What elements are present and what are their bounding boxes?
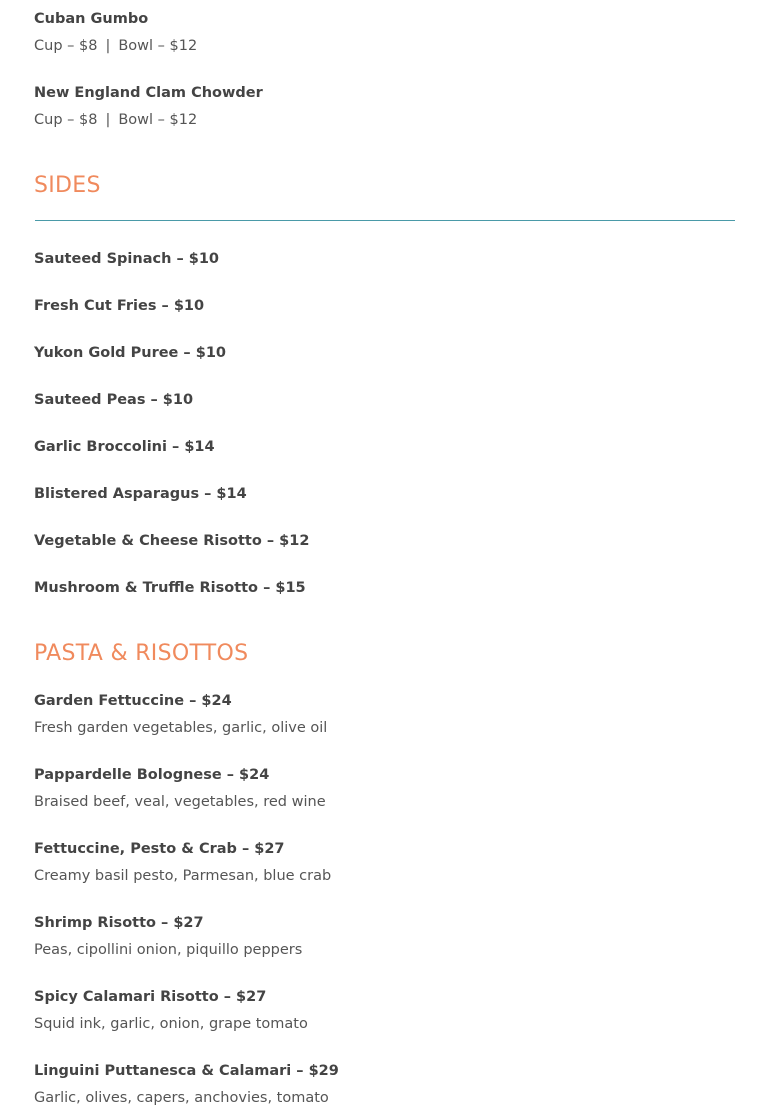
bowl-price: Bowl – $12 <box>118 112 198 128</box>
pasta-name: Shrimp Risotto – $27 <box>34 915 204 931</box>
side-item: Yukon Gold Puree – $10 <box>34 345 226 361</box>
side-item: Mushroom & Truffle Risotto – $15 <box>34 580 306 596</box>
side-item: Fresh Cut Fries – $10 <box>34 298 205 314</box>
soup-prices <box>34 36 197 56</box>
pasta-description: Squid ink, garlic, onion, grape tomato <box>34 1016 308 1032</box>
pasta-name: Pappardelle Bolognese – $24 <box>34 767 270 783</box>
pasta-description: Fresh garden vegetables, garlic, olive oil <box>34 720 328 736</box>
soup-prices <box>34 110 197 130</box>
soup-name: New England Clam Chowder <box>34 85 263 101</box>
pasta-name: Fettuccine, Pesto & Crab – $27 <box>34 841 285 857</box>
side-item: Blistered Asparagus – $14 <box>34 486 247 502</box>
cup-price: Cup – $8 <box>34 38 98 54</box>
sides-heading: SIDES <box>34 173 101 198</box>
pasta-name: Spicy Calamari Risotto – $27 <box>34 989 267 1005</box>
cup-price: Cup – $8 <box>34 112 98 128</box>
price-separator: | <box>105 38 111 54</box>
pasta-description: Braised beef, veal, vegetables, red wine <box>34 794 326 810</box>
pasta-name: Linguini Puttanesca & Calamari – $29 <box>34 1063 339 1079</box>
pasta-description: Garlic, olives, capers, anchovies, tomato <box>34 1090 329 1106</box>
pasta-description: Peas, cipollini onion, piquillo peppers <box>34 942 303 958</box>
pasta-name: Garden Fettuccine – $24 <box>34 693 232 709</box>
side-item: Sauteed Peas – $10 <box>34 392 194 408</box>
side-item: Vegetable & Cheese Risotto – $12 <box>34 533 310 549</box>
section-divider <box>35 220 735 221</box>
pasta-description: Creamy basil pesto, Parmesan, blue crab <box>34 868 332 884</box>
bowl-price: Bowl – $12 <box>118 38 198 54</box>
price-separator: | <box>105 112 111 128</box>
side-item: Garlic Broccolini – $14 <box>34 439 215 455</box>
side-item: Sauteed Spinach – $10 <box>34 251 220 267</box>
soup-name: Cuban Gumbo <box>34 11 149 27</box>
pasta-heading: PASTA & RISOTTOS <box>34 641 249 666</box>
